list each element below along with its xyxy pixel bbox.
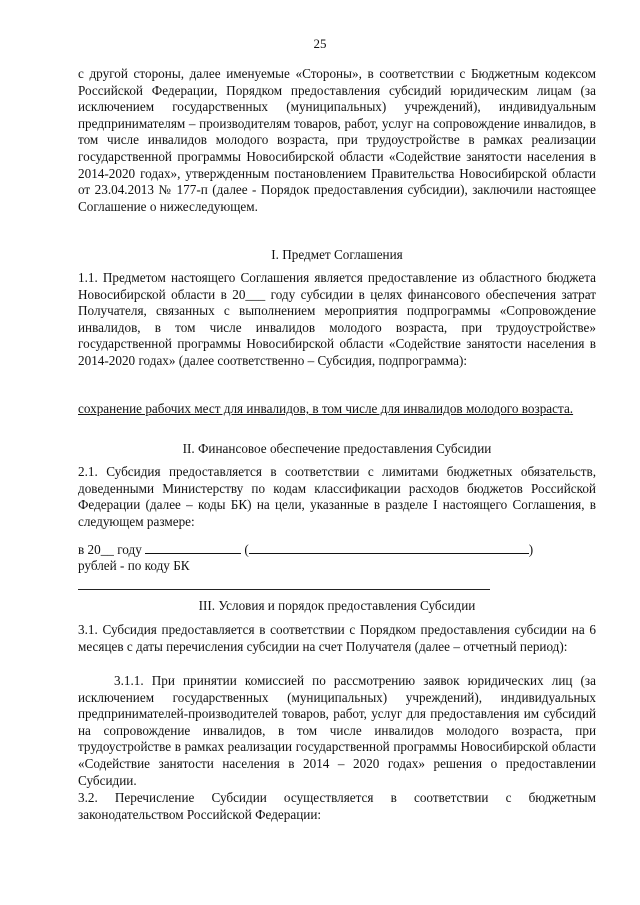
- section-1-subject-line: сохранение рабочих мест для инвалидов, в том числе для инвалидов молодого возраста.: [78, 401, 574, 416]
- section-2-paragraph-2-1: 2.1. Субсидия предоставляется в соответствии с лимитами бюджетных обязательств, доведенными Министерству по кодам классификации расходов бюджетов Российской Федерации (далее – коды БК) на цели, указанные в разделе I настоящего Соглашения, в следующем размере:: [78, 464, 596, 529]
- page-number: 25: [313, 36, 327, 51]
- section-3-paragraph-3-1: 3.1. Субсидия предоставляется в соответствии с Порядком предоставления субсидии на 6 месяцев с даты перечисления субсидии на счет Получателя (далее – отчетный период):: [78, 622, 596, 654]
- section-2-heading: II. Финансовое обеспечение предоставления Субсидии: [182, 441, 492, 456]
- budget-code-line: рублей - по коду БК: [78, 558, 190, 573]
- amount-year-label: в 20__ году: [78, 542, 142, 557]
- signature-rule: [78, 589, 490, 590]
- section-1-paragraph-1-1: 1.1. Предметом настоящего Соглашения является предоставление из областного бюджета Новосибирской области в 20___ году субсидии в целях финансового обеспечения затрат Получателя, связанных с выполнением мероприятия подпрограммы «Сопровождение инвалидов, в том числе инвалидов молодого возраста, при трудоустройстве» государственной программы Новосибирской области «Содействие занятости населения в 2014-2020 годах» (далее соответственно – Субсидия, подпрограмма):: [78, 270, 596, 368]
- section-3-heading: III. Условия и порядок предоставления Субсидии: [198, 598, 476, 613]
- intro-paragraph: с другой стороны, далее именуемые «Стороны», в соответствии с Бюджетным кодексом Российской Федерации, Порядком предоставления субсидий юридическим лицам (за исключением государственных (муниципальных) учреждений), индивидуальным предпринимателям – производителям товаров, работ, услуг на сопровождение инвалидов, в том числе инвалидов молодого возраста, при трудоустройстве в рамках реализации государственной программы Новосибирской области «Содействие занятости населения в 2014-2020 годах», утвержденным постановлением Правительства Новосибирской области от 23.04.2013 № 177-п (далее - Порядок предоставления субсидии), заключили настоящее Соглашение о нижеследующем.: [78, 66, 596, 214]
- amount-open-paren: (: [244, 542, 249, 557]
- amount-close-paren: ): [528, 542, 534, 557]
- section-1-heading: I. Предмет Соглашения: [271, 247, 403, 262]
- section-3-paragraph-3-1-1: 3.1.1. При принятии комиссией по рассмотрению заявок юридических лиц (за исключением государственных (муниципальных) учреждений), индивидуальных предпринимателей-производителей товаров, работ, услуг для предоставления им субсидий на сопровождение инвалидов, в том числе инвалидов молодого возраста, при трудоустройстве в рамках реализации государственной программы Новосибирской области «Содействие занятости населения в 2014 – 2020 годах» решения о предоставлении Субсидии.: [78, 673, 596, 788]
- amount-words-blank: [249, 541, 529, 554]
- section-3-paragraph-3-2: 3.2. Перечисление Субсидии осуществляется в соответствии с бюджетным законодательством Российской Федерации:: [78, 790, 596, 822]
- amount-blank: [145, 541, 241, 554]
- amount-line: [78, 541, 596, 559]
